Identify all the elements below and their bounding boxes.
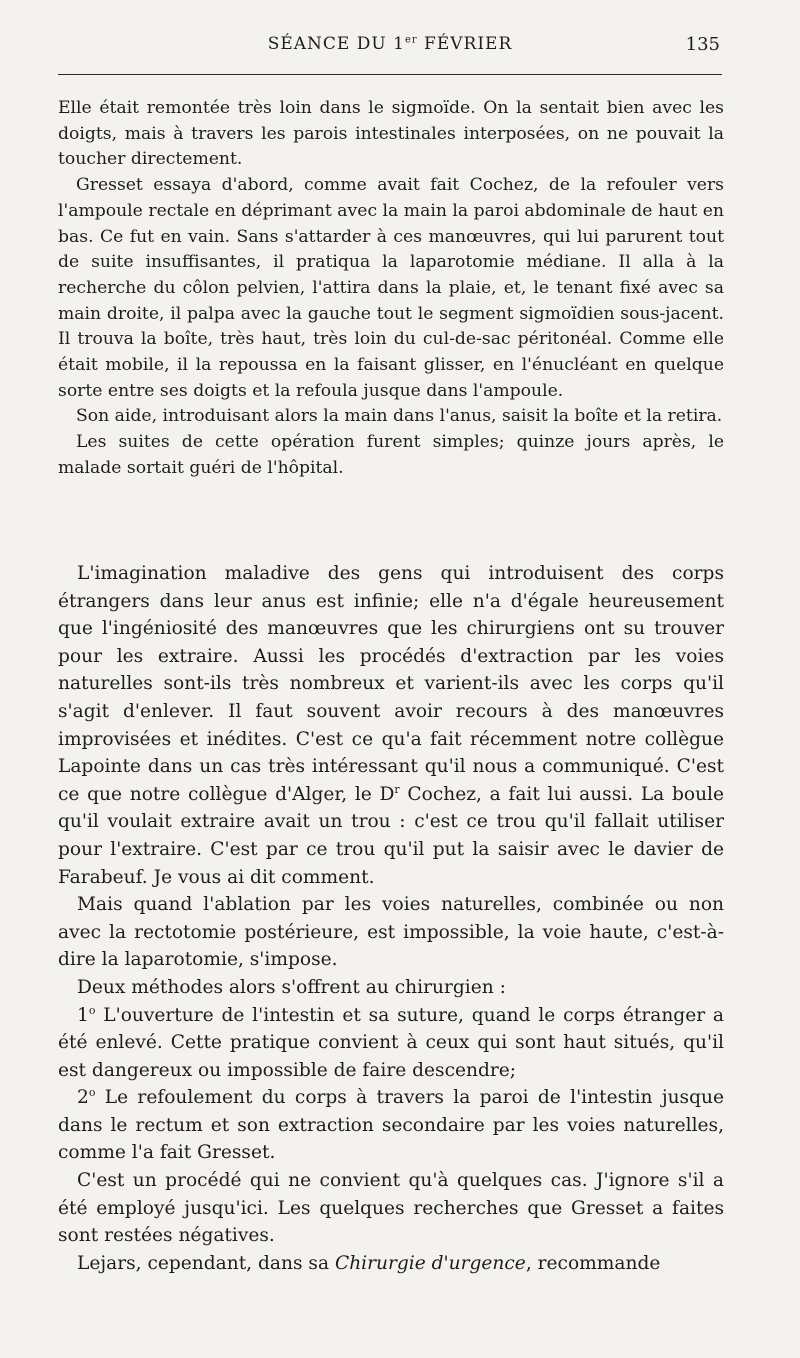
running-title-superscript: er — [404, 34, 418, 46]
text-run: Le refoulement du corps à travers la paroi de l'intestin jusque dans le rectum et son extraction secondaire par les voies naturelles, comme l'a fait Gresset. — [58, 1087, 724, 1164]
superscript: o — [88, 1086, 96, 1100]
header-rule — [58, 74, 722, 75]
text-run: L'ouverture de l'intestin et sa suture, quand le corps étranger a été enlevé. Cette pratique convient à ceux qui sont haut situés, qu'il est dangereux ou impossible de faire descendre; — [58, 1004, 724, 1081]
book-title: Chirurgie d'urgence — [334, 1252, 526, 1274]
paragraph: Les suites de cette opération furent simples; quinze jours après, le malade sortait guéri de l'hôpital. — [58, 432, 724, 478]
running-title-suffix: FÉVRIER — [417, 34, 513, 54]
running-title — [58, 34, 722, 54]
list-number: 2 — [77, 1087, 89, 1109]
paragraph: C'est un procédé qui ne convient qu'à quelques cas. J'ignore s'il a été employé jusqu'ici. Les quelques recherches que Gresset a faites sont restées négatives. — [58, 1170, 724, 1247]
text-run: L'imagination maladive des gens qui introduisent des corps étrangers dans leur anus est infinie; elle n'a d'égale heureusement que l'ingéniosité des manœuvres que les chirurgiens ont su trouver pour les extraire. Aussi les procédés d'extraction par les voies naturelles sont-ils très nombreux et varient-ils avec les corps qu'il s'agit d'enlever. Il faut souvent avoir recours à des manœuvres improvisées et inédites. C'est ce qu'a fait récemment notre collègue Lapointe dans un cas très intéressant qu'il nous a communiqué. C'est ce que notre collègue d'Alger, le D — [58, 563, 724, 805]
numbered-paragraph — [58, 1002, 724, 1085]
superscript: r — [394, 782, 400, 796]
paragraph: Gresset essaya d'abord, comme avait fait Cochez, de la refouler vers l'ampoule rectale en déprimant avec la main la paroi abdominale de haut en bas. Ce fut en vain. Sans s'attarder à ces manœuvres, qui lui parurent tout de suite insuffisantes, il pratiqua la laparotomie médiane. Il alla à la recherche du côlon pelvien, l'attira dans la plaie, et, le tenant fixé avec sa main droite, il palpa avec la gauche tout le segment sigmoïdien sous-jacent. Il trouva la boîte, très haut, très loin du cul-de-sac péritonéal. Comme elle était mobile, il la repoussa en la faisant glisser, en l'énucléant en quelque sorte entre ses doigts et la refoula jusque dans l'ampoule. — [58, 175, 724, 401]
superscript: o — [88, 1003, 96, 1017]
text-run: , recommande — [525, 1252, 661, 1274]
section-continuation — [58, 96, 724, 482]
page-number: 135 — [685, 34, 720, 55]
paragraph — [58, 1250, 724, 1278]
paragraph: Elle était remontée très loin dans le sigmoïde. On la sentait bien avec les doigts, mais à travers les parois intestinales interposées, on ne pouvait la toucher directement. — [58, 98, 724, 170]
section-discussion — [58, 560, 724, 1277]
numbered-paragraph — [58, 1084, 724, 1167]
running-head — [58, 34, 722, 58]
text-run: Cochez, a fait lui aussi. La boule qu'il voulait extraire avait un trou : c'est ce trou qu'il fallait utiliser pour l'extraire. C'est par ce trou qu'il put la saisir avec le davier de Farabeuf. Je vous ai dit comment. — [58, 783, 724, 888]
paragraph: Son aide, introduisant alors la main dans l'anus, saisit la boîte et la retira. — [76, 406, 723, 427]
running-title-prefix: SÉANCE DU 1 — [267, 34, 405, 54]
paragraph — [58, 560, 724, 891]
list-number: 1 — [77, 1004, 89, 1026]
paragraph: Mais quand l'ablation par les voies naturelles, combinée ou non avec la rectotomie postérieure, est impossible, la voie haute, c'est-à-dire la laparotomie, s'impose. — [58, 894, 724, 971]
text-run: Lejars, cependant, dans sa — [77, 1252, 335, 1274]
paragraph: Deux méthodes alors s'offrent au chirurgien : — [77, 976, 506, 998]
